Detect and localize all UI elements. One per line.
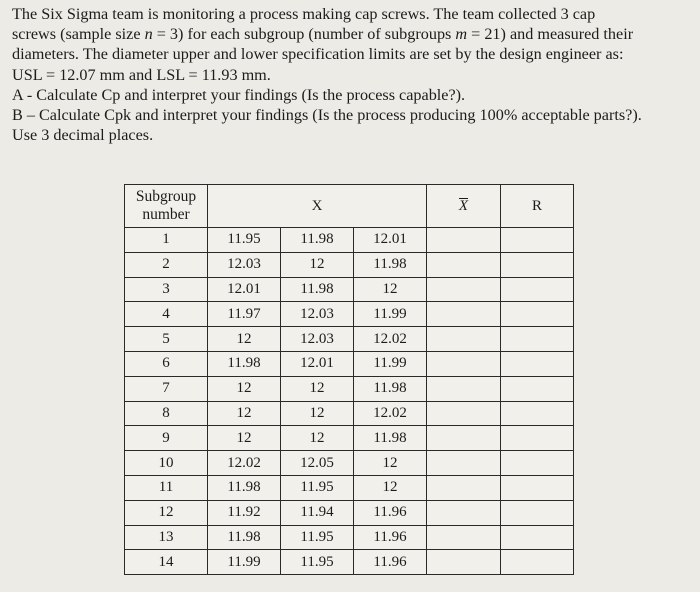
cell-subgroup: 5 — [125, 327, 208, 352]
cell-xbar — [427, 401, 501, 426]
cell-xbar — [427, 228, 501, 253]
cell-xbar — [427, 351, 501, 376]
cell-x1: 11.98 — [208, 525, 281, 550]
cell-x3: 12 — [354, 277, 427, 302]
question-a: A - Calculate Cp and interpret your findings (Is the process capable?). — [12, 85, 466, 104]
cell-x2: 12.05 — [281, 451, 354, 476]
cell-x1: 11.99 — [208, 550, 281, 575]
cell-x3: 12.01 — [354, 228, 427, 253]
problem-line-2-part-c: = 21) and measured their — [467, 25, 634, 44]
cell-subgroup: 1 — [125, 228, 208, 253]
cell-xbar — [427, 252, 501, 277]
cell-xbar — [427, 500, 501, 525]
cell-r — [501, 401, 574, 426]
cell-r — [501, 228, 574, 253]
header-r: R — [501, 185, 574, 228]
cell-x1: 11.92 — [208, 500, 281, 525]
cell-r — [501, 550, 574, 575]
cell-x3: 11.96 — [354, 525, 427, 550]
cell-subgroup: 7 — [125, 376, 208, 401]
table-row — [125, 451, 574, 476]
cell-x3: 11.98 — [354, 426, 427, 451]
cell-x1: 12.03 — [208, 252, 281, 277]
cell-x1: 11.97 — [208, 302, 281, 327]
table-row — [125, 426, 574, 451]
cell-x2: 12 — [281, 252, 354, 277]
question-b: B – Calculate Cpk and interpret your findings (Is the process producing 100% acceptable parts?). — [12, 106, 642, 125]
cell-subgroup: 8 — [125, 401, 208, 426]
cell-xbar — [427, 277, 501, 302]
cell-x1: 12.01 — [208, 277, 281, 302]
problem-line-4-spec-limits: USL = 12.07 mm and LSL = 11.93 mm. — [12, 65, 271, 84]
table-row — [125, 302, 574, 327]
cell-subgroup: 2 — [125, 252, 208, 277]
cell-x2: 12.03 — [281, 302, 354, 327]
cell-subgroup: 12 — [125, 500, 208, 525]
cell-x3: 11.96 — [354, 550, 427, 575]
cell-x1: 12 — [208, 376, 281, 401]
cell-xbar — [427, 376, 501, 401]
table-row — [125, 252, 574, 277]
cell-x3: 11.96 — [354, 500, 427, 525]
cell-xbar — [427, 426, 501, 451]
cell-x3: 12 — [354, 475, 427, 500]
problem-line-2-part-b: = 3) for each subgroup (number of subgroups — [152, 25, 456, 44]
cell-subgroup: 9 — [125, 426, 208, 451]
var-m: m — [455, 25, 468, 44]
problem-line-1: The Six Sigma team is monitoring a process making cap screws. The team collected 3 cap — [12, 5, 596, 23]
problem-line-2 — [12, 24, 696, 44]
cell-x3: 12 — [354, 451, 427, 476]
cell-x3: 11.98 — [354, 376, 427, 401]
table-row — [125, 401, 574, 426]
cell-x2: 11.98 — [281, 228, 354, 253]
cell-r — [501, 525, 574, 550]
cell-x2: 12 — [281, 426, 354, 451]
cell-x2: 11.95 — [281, 550, 354, 575]
cell-xbar — [427, 475, 501, 500]
table-header-row — [125, 185, 574, 228]
cell-x3: 12.02 — [354, 327, 427, 352]
cell-x1: 11.98 — [208, 351, 281, 376]
table-row — [125, 500, 574, 525]
cell-x2: 11.94 — [281, 500, 354, 525]
table-row — [125, 351, 574, 376]
table-row — [125, 228, 574, 253]
cell-x1: 12 — [208, 327, 281, 352]
cell-r — [501, 277, 574, 302]
cell-x1: 11.95 — [208, 228, 281, 253]
cell-subgroup: 13 — [125, 525, 208, 550]
cell-x1: 12 — [208, 426, 281, 451]
cell-x2: 11.95 — [281, 525, 354, 550]
cell-r — [501, 500, 574, 525]
header-subgroup-number: Subgroup number — [125, 185, 208, 228]
cell-x3: 11.98 — [354, 252, 427, 277]
var-n: n — [144, 25, 153, 44]
cell-xbar — [427, 550, 501, 575]
header-xbar — [427, 185, 501, 228]
cell-x2: 11.98 — [281, 277, 354, 302]
cell-x1: 12 — [208, 401, 281, 426]
cell-subgroup: 4 — [125, 302, 208, 327]
cell-xbar — [427, 327, 501, 352]
cell-r — [501, 376, 574, 401]
cell-r — [501, 475, 574, 500]
cell-x1: 11.98 — [208, 475, 281, 500]
cell-xbar — [427, 302, 501, 327]
cell-x3: 12.02 — [354, 401, 427, 426]
table-row — [125, 525, 574, 550]
cell-x3: 11.99 — [354, 351, 427, 376]
cell-x1: 12.02 — [208, 451, 281, 476]
cell-x2: 12.01 — [281, 351, 354, 376]
cell-x3: 11.99 — [354, 302, 427, 327]
subgroup-data-table — [124, 184, 574, 575]
cell-x2: 12.03 — [281, 327, 354, 352]
cell-r — [501, 327, 574, 352]
cell-r — [501, 426, 574, 451]
cell-xbar — [427, 525, 501, 550]
table-row — [125, 327, 574, 352]
cell-r — [501, 351, 574, 376]
header-x: X — [208, 185, 427, 228]
problem-line-3: diameters. The diameter upper and lower specification limits are set by the design engineer as: — [12, 45, 624, 64]
cell-x2: 11.95 — [281, 475, 354, 500]
table-row — [125, 277, 574, 302]
xbar-symbol: X — [458, 197, 469, 214]
table-row — [125, 475, 574, 500]
cell-subgroup: 6 — [125, 351, 208, 376]
cell-subgroup: 14 — [125, 550, 208, 575]
cell-x2: 12 — [281, 401, 354, 426]
cell-xbar — [427, 451, 501, 476]
cell-x2: 12 — [281, 376, 354, 401]
cell-subgroup: 11 — [125, 475, 208, 500]
problem-statement — [12, 4, 696, 145]
cell-subgroup: 3 — [125, 277, 208, 302]
problem-line-2-part-a: screws (sample size — [12, 25, 145, 44]
cell-subgroup: 10 — [125, 451, 208, 476]
cell-r — [501, 451, 574, 476]
table-row — [125, 376, 574, 401]
decimal-instruction: Use 3 decimal places. — [12, 126, 154, 145]
table-row — [125, 550, 574, 575]
cell-r — [501, 302, 574, 327]
cell-r — [501, 252, 574, 277]
